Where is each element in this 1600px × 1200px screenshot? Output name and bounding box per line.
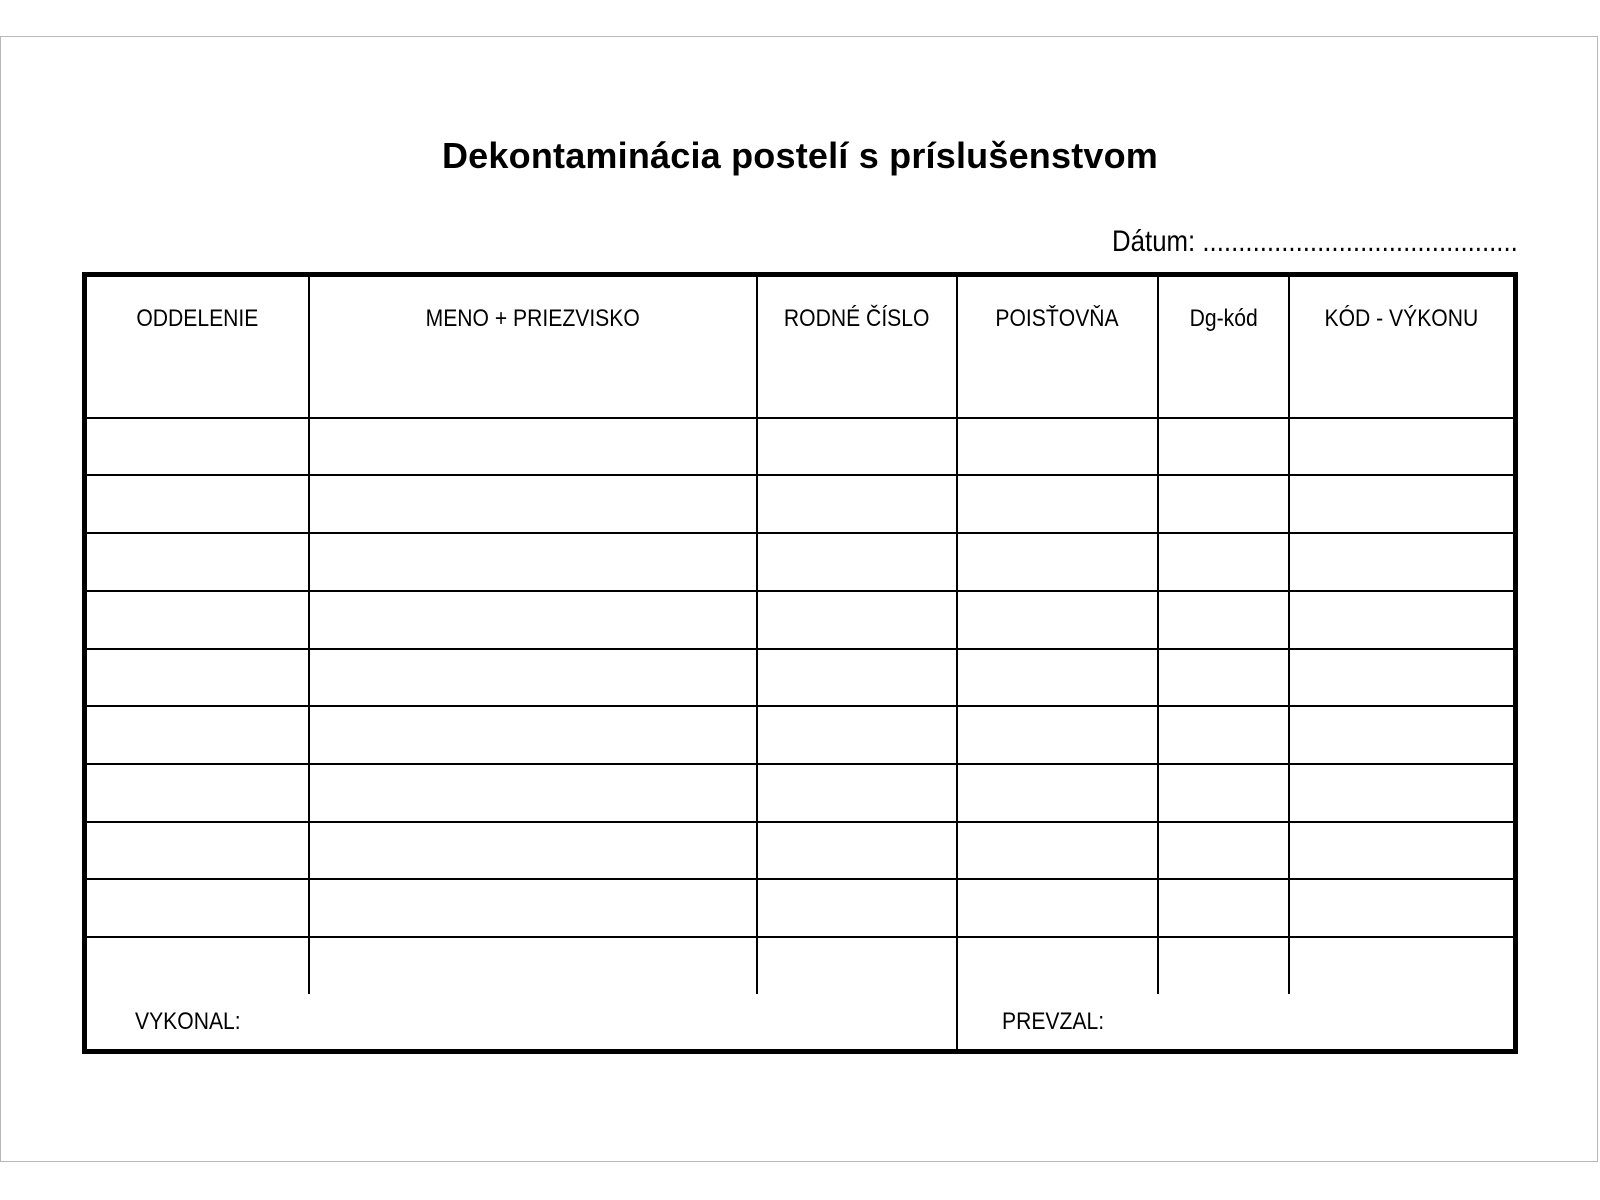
date-dotted-line: ............................................ [1202, 225, 1518, 258]
cell-meno-priezvisko[interactable] [309, 764, 757, 822]
cell-rodne-cislo[interactable] [757, 649, 957, 707]
cell-poistovna[interactable] [957, 533, 1158, 591]
cell-kod-vykonu[interactable] [1289, 822, 1513, 880]
cell-dg-kod[interactable] [1158, 822, 1289, 880]
header-meno-priezvisko: MENO + PRIEZVISKO [309, 277, 757, 361]
table-row [87, 649, 1513, 707]
cell-meno-priezvisko[interactable] [309, 879, 757, 937]
cell-rodne-cislo[interactable] [757, 418, 957, 476]
table-row [87, 937, 1513, 994]
cell-meno-priezvisko[interactable] [309, 418, 757, 476]
cell-meno-priezvisko[interactable] [309, 475, 757, 533]
cell-meno-priezvisko[interactable] [309, 533, 757, 591]
cell-kod-vykonu[interactable] [1289, 418, 1513, 476]
table-row [87, 764, 1513, 822]
cell-poistovna[interactable] [957, 937, 1158, 994]
cell-dg-kod[interactable] [1158, 649, 1289, 707]
form-title: Dekontaminácia postelí s príslušenstvom [441, 135, 1159, 176]
cell-kod-vykonu[interactable] [1289, 475, 1513, 533]
record-table [87, 277, 1513, 1049]
cell-kod-vykonu[interactable] [1289, 764, 1513, 822]
cell-rodne-cislo[interactable] [757, 361, 957, 418]
cell-dg-kod[interactable] [1158, 475, 1289, 533]
signature-row [87, 994, 1513, 1049]
cell-meno-priezvisko[interactable] [309, 822, 757, 880]
cell-rodne-cislo[interactable] [757, 879, 957, 937]
table-header-row [87, 277, 1513, 361]
cell-dg-kod[interactable] [1158, 361, 1289, 418]
cell-oddelenie[interactable] [87, 533, 309, 591]
cell-dg-kod[interactable] [1158, 879, 1289, 937]
cell-poistovna[interactable] [957, 764, 1158, 822]
vykonal-cell[interactable] [87, 994, 957, 1049]
table-row [87, 533, 1513, 591]
cell-rodne-cislo[interactable] [757, 764, 957, 822]
cell-rodne-cislo[interactable] [757, 822, 957, 880]
prevzal-cell[interactable] [957, 994, 1513, 1049]
table-row [87, 706, 1513, 764]
cell-oddelenie[interactable] [87, 591, 309, 649]
cell-oddelenie[interactable] [87, 475, 309, 533]
cell-meno-priezvisko[interactable] [309, 937, 757, 994]
header-rodne-cislo: RODNÉ ČÍSLO [757, 277, 957, 361]
cell-poistovna[interactable] [957, 706, 1158, 764]
cell-dg-kod[interactable] [1158, 706, 1289, 764]
table-row [87, 822, 1513, 880]
cell-kod-vykonu[interactable] [1289, 649, 1513, 707]
cell-oddelenie[interactable] [87, 361, 309, 418]
table-row [87, 879, 1513, 937]
cell-oddelenie[interactable] [87, 937, 309, 994]
cell-dg-kod[interactable] [1158, 937, 1289, 994]
date-field[interactable] [1112, 224, 1518, 260]
cell-oddelenie[interactable] [87, 649, 309, 707]
cell-meno-priezvisko[interactable] [309, 361, 757, 418]
cell-dg-kod[interactable] [1158, 764, 1289, 822]
cell-oddelenie[interactable] [87, 706, 309, 764]
table-row [87, 591, 1513, 649]
cell-kod-vykonu[interactable] [1289, 706, 1513, 764]
cell-poistovna[interactable] [957, 879, 1158, 937]
cell-rodne-cislo[interactable] [757, 533, 957, 591]
cell-oddelenie[interactable] [87, 418, 309, 476]
header-oddelenie: ODDELENIE [87, 277, 309, 361]
cell-kod-vykonu[interactable] [1289, 361, 1513, 418]
vykonal-label: VYKONAL: [135, 1007, 241, 1035]
cell-rodne-cislo[interactable] [757, 706, 957, 764]
cell-meno-priezvisko[interactable] [309, 706, 757, 764]
cell-kod-vykonu[interactable] [1289, 879, 1513, 937]
cell-meno-priezvisko[interactable] [309, 649, 757, 707]
table-row [87, 475, 1513, 533]
cell-kod-vykonu[interactable] [1289, 591, 1513, 649]
cell-dg-kod[interactable] [1158, 418, 1289, 476]
table-row [87, 361, 1513, 418]
cell-oddelenie[interactable] [87, 822, 309, 880]
cell-kod-vykonu[interactable] [1289, 533, 1513, 591]
cell-meno-priezvisko[interactable] [309, 591, 757, 649]
cell-poistovna[interactable] [957, 591, 1158, 649]
cell-oddelenie[interactable] [87, 879, 309, 937]
date-label: Dátum: [1112, 225, 1196, 258]
cell-poistovna[interactable] [957, 822, 1158, 880]
cell-rodne-cislo[interactable] [757, 475, 957, 533]
cell-poistovna[interactable] [957, 361, 1158, 418]
header-kod-vykonu: KÓD - VÝKONU [1289, 277, 1513, 361]
cell-poistovna[interactable] [957, 475, 1158, 533]
table-row [87, 418, 1513, 476]
cell-poistovna[interactable] [957, 649, 1158, 707]
cell-kod-vykonu[interactable] [1289, 937, 1513, 994]
prevzal-label: PREVZAL: [1002, 1007, 1105, 1035]
cell-rodne-cislo[interactable] [757, 591, 957, 649]
table-body [87, 361, 1513, 994]
record-table-frame [82, 272, 1518, 1054]
cell-dg-kod[interactable] [1158, 591, 1289, 649]
cell-dg-kod[interactable] [1158, 533, 1289, 591]
cell-poistovna[interactable] [957, 418, 1158, 476]
header-poistovna: POISŤOVŇA [957, 277, 1158, 361]
cell-oddelenie[interactable] [87, 764, 309, 822]
header-dg-kod: Dg-kód [1158, 277, 1289, 361]
cell-rodne-cislo[interactable] [757, 937, 957, 994]
